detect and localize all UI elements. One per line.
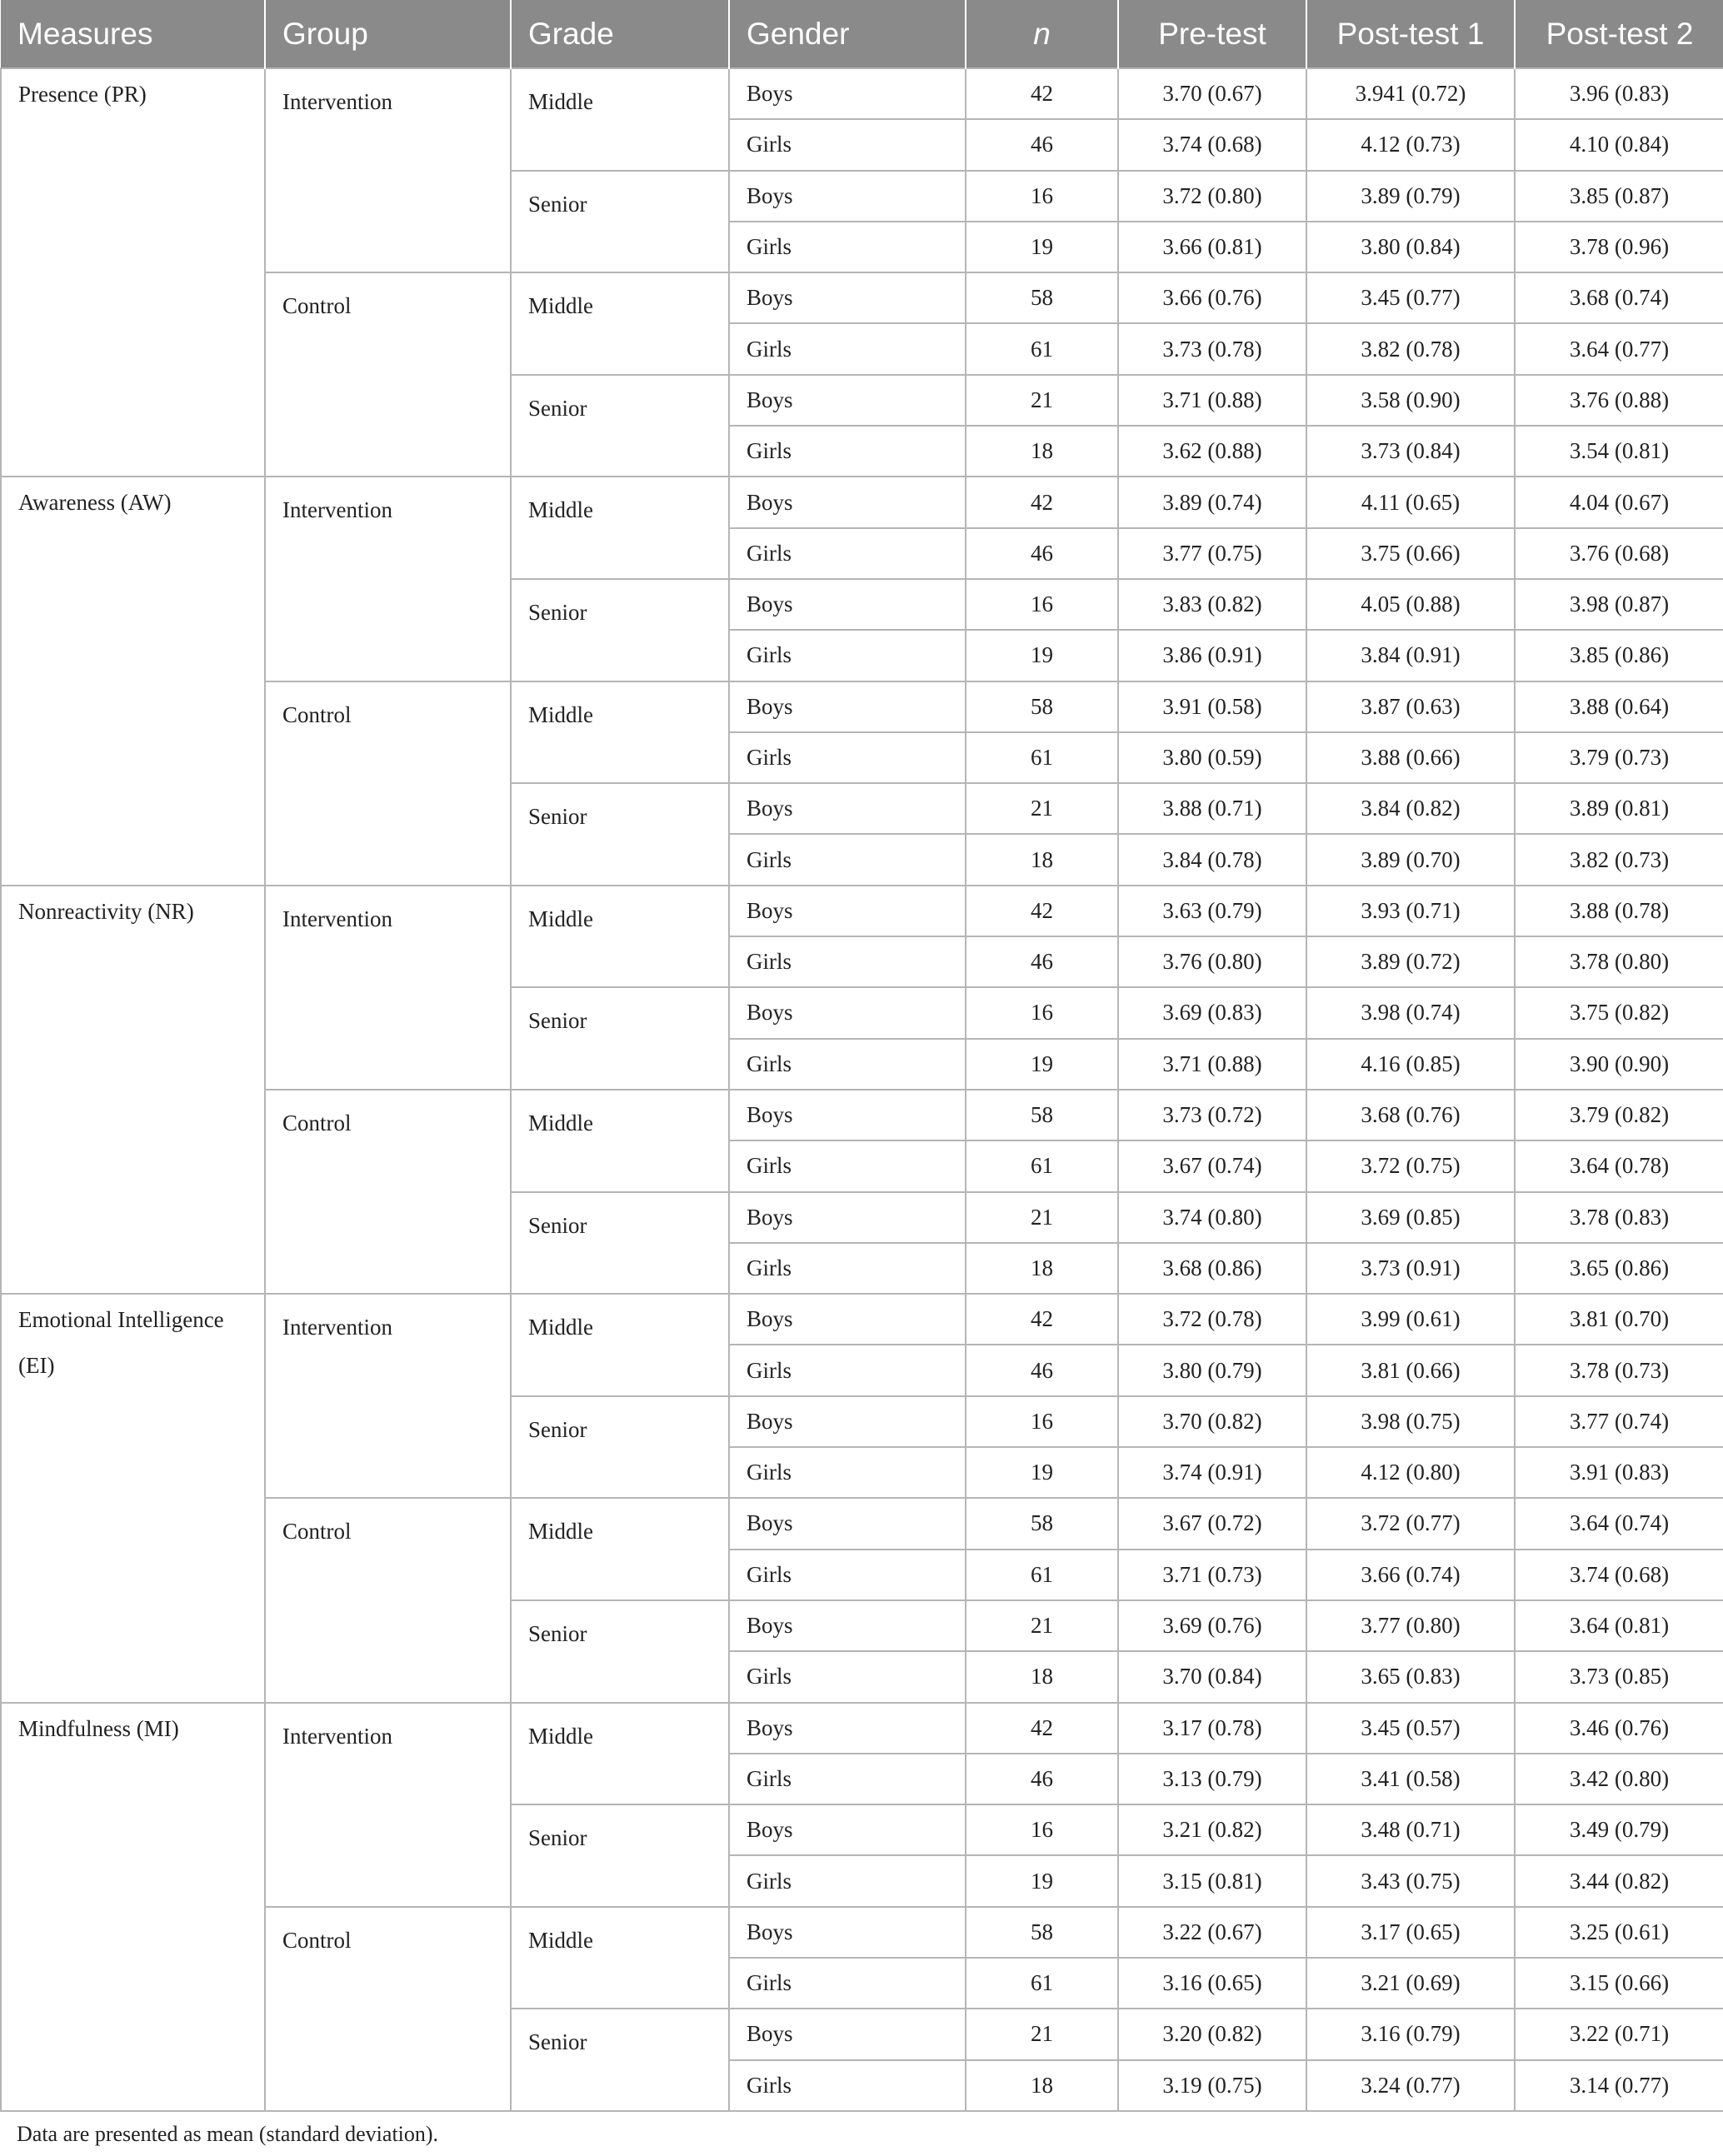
post-test-1-cell: 3.41 (0.58) [1306,1754,1515,1804]
post-test-2-cell: 3.74 (0.68) [1515,1550,1723,1600]
pre-test-cell: 3.63 (0.79) [1118,886,1306,936]
n-cell: 19 [966,630,1118,681]
pre-test-cell: 3.62 (0.88) [1118,426,1306,477]
post-test-1-cell: 3.69 (0.85) [1306,1192,1515,1243]
post-test-1-cell: 4.12 (0.80) [1306,1447,1515,1498]
table-row [1,68,1723,119]
post-test-1-cell: 3.941 (0.72) [1306,68,1515,119]
n-cell: 19 [966,1447,1118,1498]
post-test-1-cell: 3.84 (0.91) [1306,630,1515,681]
post-test-2-cell: 3.78 (0.96) [1515,222,1723,272]
post-test-2-cell: 3.15 (0.66) [1515,1958,1723,2009]
pre-test-cell: 3.86 (0.91) [1118,630,1306,681]
gender-cell: Girls [729,1855,966,1906]
header-pre-test: Pre-test [1118,0,1306,68]
post-test-1-cell: 4.12 (0.73) [1306,119,1515,170]
grade-cell: Middle [511,1498,729,1600]
n-cell: 21 [966,1192,1118,1243]
group-cell: Control [265,681,511,886]
table-row [1,1703,1723,1754]
gender-cell: Girls [729,834,966,885]
grade-cell: Middle [511,68,729,171]
gender-cell: Boys [729,68,966,119]
post-test-1-cell: 3.84 (0.82) [1306,783,1515,834]
post-test-2-cell: 3.77 (0.74) [1515,1396,1723,1447]
grade-cell: Senior [511,783,729,886]
pre-test-cell: 3.22 (0.67) [1118,1907,1306,1958]
group-cell: Control [265,272,511,477]
post-test-1-cell: 3.89 (0.79) [1306,171,1515,222]
post-test-2-cell: 3.82 (0.73) [1515,834,1723,885]
post-test-2-cell: 3.64 (0.78) [1515,1140,1723,1191]
n-cell: 21 [966,783,1118,834]
pre-test-cell: 3.73 (0.72) [1118,1090,1306,1140]
group-cell: Control [265,1907,511,2111]
post-test-2-cell: 3.44 (0.82) [1515,1855,1723,1906]
n-cell: 61 [966,1140,1118,1191]
gender-cell: Boys [729,375,966,426]
post-test-1-cell: 3.98 (0.75) [1306,1396,1515,1447]
n-cell: 61 [966,732,1118,783]
post-test-1-cell: 3.72 (0.77) [1306,1498,1515,1549]
grade-cell: Senior [511,1600,729,1703]
post-test-1-cell: 3.80 (0.84) [1306,222,1515,272]
post-test-2-cell: 3.42 (0.80) [1515,1754,1723,1804]
grade-cell: Senior [511,375,729,477]
n-cell: 21 [966,375,1118,426]
pre-test-cell: 3.68 (0.86) [1118,1243,1306,1294]
pre-test-cell: 3.21 (0.82) [1118,1804,1306,1855]
n-cell: 58 [966,1498,1118,1549]
post-test-2-cell: 3.64 (0.77) [1515,323,1723,374]
grade-cell: Senior [511,1804,729,1907]
grade-cell: Middle [511,1703,729,1805]
n-cell: 58 [966,681,1118,732]
n-cell: 42 [966,1294,1118,1345]
gender-cell: Girls [729,119,966,170]
grade-cell: Middle [511,1294,729,1396]
gender-cell: Boys [729,1294,966,1345]
grade-cell: Middle [511,1907,729,2009]
pre-test-cell: 3.67 (0.74) [1118,1140,1306,1191]
gender-cell: Girls [729,1958,966,2009]
pre-test-cell: 3.67 (0.72) [1118,1498,1306,1549]
group-cell: Intervention [265,1703,511,1907]
n-cell: 46 [966,528,1118,579]
gender-cell: Boys [729,171,966,222]
post-test-1-cell: 3.17 (0.65) [1306,1907,1515,1958]
grade-cell: Senior [511,1192,729,1295]
gender-cell: Girls [729,1345,966,1395]
n-cell: 61 [966,1958,1118,2009]
pre-test-cell: 3.71 (0.88) [1118,375,1306,426]
post-test-2-cell: 3.88 (0.64) [1515,681,1723,732]
grade-cell: Middle [511,1090,729,1192]
pre-test-cell: 3.70 (0.84) [1118,1651,1306,1702]
n-cell: 16 [966,987,1118,1038]
gender-cell: Girls [729,1243,966,1294]
grade-cell: Senior [511,987,729,1090]
gender-cell: Boys [729,1192,966,1243]
pre-test-cell: 3.70 (0.67) [1118,68,1306,119]
pre-test-cell: 3.13 (0.79) [1118,1754,1306,1804]
pre-test-cell: 3.76 (0.80) [1118,936,1306,987]
post-test-1-cell: 3.45 (0.77) [1306,272,1515,323]
group-cell: Intervention [265,477,511,681]
post-test-1-cell: 3.89 (0.70) [1306,834,1515,885]
gender-cell: Boys [729,987,966,1038]
gender-cell: Boys [729,1396,966,1447]
group-cell: Control [265,1498,511,1702]
pre-test-cell: 3.74 (0.68) [1118,119,1306,170]
post-test-1-cell: 4.16 (0.85) [1306,1039,1515,1090]
post-test-2-cell: 3.22 (0.71) [1515,2009,1723,2059]
post-test-1-cell: 3.24 (0.77) [1306,2060,1515,2111]
post-test-1-cell: 3.65 (0.83) [1306,1651,1515,1702]
pre-test-cell: 3.69 (0.76) [1118,1600,1306,1651]
gender-cell: Boys [729,886,966,936]
grade-cell: Senior [511,171,729,273]
post-test-1-cell: 4.05 (0.88) [1306,579,1515,630]
grade-cell: Senior [511,579,729,681]
n-cell: 16 [966,1396,1118,1447]
measure-cell: Mindfulness (MI) [1,1703,265,2111]
post-test-2-cell: 3.90 (0.90) [1515,1039,1723,1090]
post-test-1-cell: 3.45 (0.57) [1306,1703,1515,1754]
post-test-1-cell: 3.68 (0.76) [1306,1090,1515,1140]
post-test-1-cell: 3.87 (0.63) [1306,681,1515,732]
post-test-1-cell: 3.58 (0.90) [1306,375,1515,426]
grade-cell: Middle [511,272,729,375]
post-test-2-cell: 3.78 (0.80) [1515,936,1723,987]
n-cell: 42 [966,886,1118,936]
header-post-test-1: Post-test 1 [1306,0,1515,68]
n-cell: 46 [966,119,1118,170]
post-test-1-cell: 3.48 (0.71) [1306,1804,1515,1855]
n-cell: 46 [966,1754,1118,1804]
gender-cell: Girls [729,323,966,374]
n-cell: 58 [966,1090,1118,1140]
post-test-2-cell: 3.68 (0.74) [1515,272,1723,323]
post-test-1-cell: 3.98 (0.74) [1306,987,1515,1038]
pre-test-cell: 3.16 (0.65) [1118,1958,1306,2009]
pre-test-cell: 3.77 (0.75) [1118,528,1306,579]
post-test-1-cell: 3.73 (0.91) [1306,1243,1515,1294]
n-cell: 21 [966,1600,1118,1651]
header-n: n [966,0,1118,68]
post-test-2-cell: 3.98 (0.87) [1515,579,1723,630]
gender-cell: Girls [729,528,966,579]
post-test-1-cell: 3.43 (0.75) [1306,1855,1515,1906]
pre-test-cell: 3.19 (0.75) [1118,2060,1306,2111]
grade-cell: Middle [511,477,729,579]
n-cell: 46 [966,936,1118,987]
pre-test-cell: 3.15 (0.81) [1118,1855,1306,1906]
post-test-2-cell: 3.89 (0.81) [1515,783,1723,834]
gender-cell: Boys [729,2009,966,2059]
grade-cell: Middle [511,886,729,988]
gender-cell: Boys [729,1600,966,1651]
n-cell: 18 [966,426,1118,477]
pre-test-cell: 3.17 (0.78) [1118,1703,1306,1754]
post-test-1-cell: 3.66 (0.74) [1306,1550,1515,1600]
post-test-1-cell: 3.16 (0.79) [1306,2009,1515,2059]
pre-test-cell: 3.73 (0.78) [1118,323,1306,374]
group-cell: Intervention [265,886,511,1090]
post-test-1-cell: 3.99 (0.61) [1306,1294,1515,1345]
n-cell: 46 [966,1345,1118,1395]
post-test-2-cell: 3.85 (0.87) [1515,171,1723,222]
post-test-1-cell: 4.11 (0.65) [1306,477,1515,527]
gender-cell: Boys [729,477,966,527]
grade-cell: Senior [511,1396,729,1499]
pre-test-cell: 3.71 (0.88) [1118,1039,1306,1090]
post-test-2-cell: 3.78 (0.73) [1515,1345,1723,1395]
post-test-2-cell: 3.64 (0.81) [1515,1600,1723,1651]
pre-test-cell: 3.88 (0.71) [1118,783,1306,834]
group-cell: Intervention [265,68,511,272]
table-row [1,1294,1723,1345]
post-test-2-cell: 3.76 (0.68) [1515,528,1723,579]
gender-cell: Girls [729,732,966,783]
gender-cell: Girls [729,1550,966,1600]
post-test-2-cell: 3.65 (0.86) [1515,1243,1723,1294]
gender-cell: Boys [729,1498,966,1549]
table-body [1,68,1723,2111]
gender-cell: Girls [729,1447,966,1498]
n-cell: 61 [966,1550,1118,1600]
pre-test-cell: 3.74 (0.91) [1118,1447,1306,1498]
post-test-2-cell: 3.14 (0.77) [1515,2060,1723,2111]
n-cell: 16 [966,579,1118,630]
header-measures: Measures [1,0,265,68]
post-test-1-cell: 3.93 (0.71) [1306,886,1515,936]
gender-cell: Boys [729,1090,966,1140]
header-grade: Grade [511,0,729,68]
post-test-1-cell: 3.75 (0.66) [1306,528,1515,579]
pre-test-cell: 3.70 (0.82) [1118,1396,1306,1447]
pre-test-cell: 3.71 (0.73) [1118,1550,1306,1600]
n-cell: 19 [966,222,1118,272]
pre-test-cell: 3.80 (0.79) [1118,1345,1306,1395]
header-row [1,0,1723,68]
pre-test-cell: 3.89 (0.74) [1118,477,1306,527]
group-cell: Intervention [265,1294,511,1498]
pre-test-cell: 3.84 (0.78) [1118,834,1306,885]
n-cell: 18 [966,1243,1118,1294]
pre-test-cell: 3.72 (0.78) [1118,1294,1306,1345]
grade-cell: Senior [511,2009,729,2111]
gender-cell: Girls [729,1754,966,1804]
pre-test-cell: 3.91 (0.58) [1118,681,1306,732]
post-test-2-cell: 3.91 (0.83) [1515,1447,1723,1498]
header-post-test-2: Post-test 2 [1546,16,1694,51]
n-cell: 42 [966,68,1118,119]
gender-cell: Boys [729,681,966,732]
n-cell: 42 [966,477,1118,527]
pre-test-cell: 3.74 (0.80) [1118,1192,1306,1243]
table-header [1,0,1723,68]
pre-test-cell: 3.66 (0.81) [1118,222,1306,272]
post-test-1-cell: 3.21 (0.69) [1306,1958,1515,2009]
n-cell: 18 [966,834,1118,885]
post-test-2-cell: 3.76 (0.88) [1515,375,1723,426]
post-test-2-cell: 3.96 (0.83) [1515,68,1723,119]
grade-cell: Middle [511,681,729,784]
table-row [1,477,1723,527]
post-test-2-cell: 4.04 (0.67) [1515,477,1723,527]
post-test-2-cell: 3.49 (0.79) [1515,1804,1723,1855]
n-cell: 16 [966,1804,1118,1855]
n-cell: 16 [966,171,1118,222]
post-test-2-cell: 3.78 (0.83) [1515,1192,1723,1243]
pre-test-cell: 3.80 (0.59) [1118,732,1306,783]
post-test-2-cell: 3.54 (0.81) [1515,426,1723,477]
pre-test-cell: 3.66 (0.76) [1118,272,1306,323]
post-test-2-cell: 3.85 (0.86) [1515,630,1723,681]
n-cell: 19 [966,1039,1118,1090]
post-test-1-cell: 3.72 (0.75) [1306,1140,1515,1191]
header-group: Group [265,0,511,68]
pre-test-cell: 3.72 (0.80) [1118,171,1306,222]
gender-cell: Girls [729,426,966,477]
gender-cell: Boys [729,579,966,630]
n-cell: 42 [966,1703,1118,1754]
gender-cell: Girls [729,1140,966,1191]
post-test-1-cell: 3.77 (0.80) [1306,1600,1515,1651]
n-cell: 18 [966,2060,1118,2111]
gender-cell: Boys [729,1804,966,1855]
post-test-2-cell: 3.75 (0.82) [1515,987,1723,1038]
measure-cell: Emotional Intelligence (EI) [1,1294,265,1702]
n-cell: 61 [966,323,1118,374]
post-test-2-cell: 3.88 (0.78) [1515,886,1723,936]
n-cell: 21 [966,2009,1118,2059]
n-cell: 58 [966,272,1118,323]
post-test-2-cell: 4.10 (0.84) [1515,119,1723,170]
gender-cell: Girls [729,936,966,987]
gender-cell: Girls [729,630,966,681]
pre-test-cell: 3.69 (0.83) [1118,987,1306,1038]
post-test-2-cell: 3.25 (0.61) [1515,1907,1723,1958]
n-cell: 19 [966,1855,1118,1906]
post-test-1-cell: 3.89 (0.72) [1306,936,1515,987]
gender-cell: Girls [729,222,966,272]
gender-cell: Boys [729,1703,966,1754]
header-gender: Gender [729,0,966,68]
pre-test-cell: 3.20 (0.82) [1118,2009,1306,2059]
pre-test-cell: 3.83 (0.82) [1118,579,1306,630]
post-test-1-cell: 3.88 (0.66) [1306,732,1515,783]
post-test-1-cell: 3.81 (0.66) [1306,1345,1515,1395]
post-test-1-cell: 3.82 (0.78) [1306,323,1515,374]
post-test-2-cell: 3.46 (0.76) [1515,1703,1723,1754]
gender-cell: Boys [729,272,966,323]
measure-cell: Presence (PR) [1,68,265,477]
n-cell: 18 [966,1651,1118,1702]
post-test-2-cell: 3.73 (0.85) [1515,1651,1723,1702]
gender-cell: Boys [729,783,966,834]
gender-cell: Girls [729,1651,966,1702]
measure-cell: Nonreactivity (NR) [1,886,265,1294]
n-cell: 58 [966,1907,1118,1958]
gender-cell: Girls [729,2060,966,2111]
post-test-2-cell: 3.79 (0.73) [1515,732,1723,783]
gender-cell: Girls [729,1039,966,1090]
post-test-2-cell: 3.79 (0.82) [1515,1090,1723,1140]
post-test-1-cell: 3.73 (0.84) [1306,426,1515,477]
table-row [1,886,1723,936]
measure-cell: Awareness (AW) [1,477,265,885]
post-test-2-cell: 3.81 (0.70) [1515,1294,1723,1345]
group-cell: Control [265,1090,511,1294]
table-footnote: Data are presented as mean (standard deviation). [17,2122,439,2146]
post-test-2-cell: 3.64 (0.74) [1515,1498,1723,1549]
gender-cell: Boys [729,1907,966,1958]
